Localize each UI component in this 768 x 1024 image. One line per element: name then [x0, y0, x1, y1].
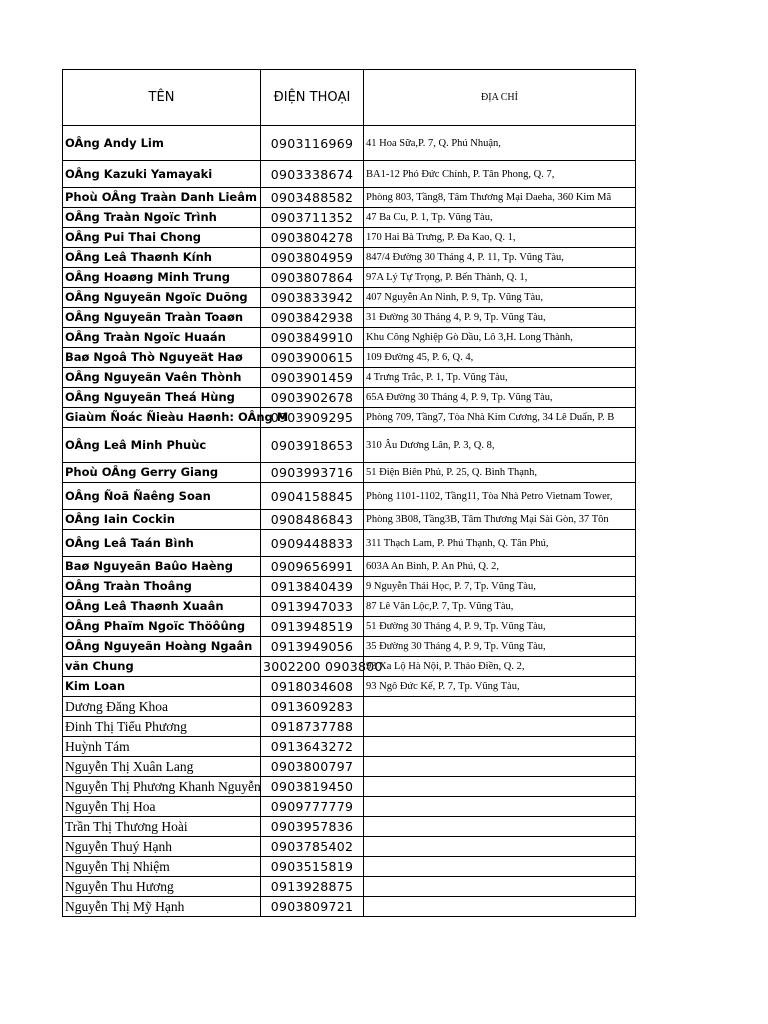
address-cell: [364, 817, 636, 837]
table-row: [63, 577, 636, 597]
phone-cell: 0909777779: [261, 797, 364, 817]
name-cell: Giaùm Ñoác Ñieàu Haønh: OÂng M: [63, 408, 261, 428]
phone-cell: 0913947033: [261, 597, 364, 617]
phone-cell: 0903993716: [261, 463, 364, 483]
name-cell: OÂng Andy Lim: [63, 126, 261, 161]
phone-cell: 0903800797: [261, 757, 364, 777]
address-cell: 93 Ngô Đức Kế, P. 7, Tp. Vũng Tàu,: [364, 677, 636, 697]
name-cell: OÂng Traàn Thoâng: [63, 577, 261, 597]
header-phone: ĐIỆN THOẠI: [261, 70, 364, 126]
name-cell: Kim Loan: [63, 677, 261, 697]
phone-cell: 0903804278: [261, 228, 364, 248]
table-row: [63, 408, 636, 428]
phone-cell: 0903116969: [261, 126, 364, 161]
phone-cell: 0903900615: [261, 348, 364, 368]
name-cell: OÂng Ñoã Ñaêng Soan: [63, 483, 261, 510]
table-row: [63, 597, 636, 617]
table-row: [63, 208, 636, 228]
name-cell: Baø Ngoâ Thò Nguyeät Haø: [63, 348, 261, 368]
name-cell: Huỳnh Tám: [63, 737, 261, 757]
table-row: [63, 817, 636, 837]
address-cell: [364, 877, 636, 897]
address-cell: 310 Âu Dương Lân, P. 3, Q. 8,: [364, 428, 636, 463]
phone-cell: 0913609283: [261, 697, 364, 717]
address-cell: 97A Lý Tự Trọng, P. Bến Thành, Q. 1,: [364, 268, 636, 288]
name-cell: Dương Đăng Khoa: [63, 697, 261, 717]
name-cell: OÂng Leâ Thaønh Xuaân: [63, 597, 261, 617]
phone-cell: 0903338674: [261, 161, 364, 188]
address-cell: [364, 697, 636, 717]
address-cell: [364, 797, 636, 817]
address-cell: 311 Thạch Lam, P. Phú Thạnh, Q. Tân Phú,: [364, 530, 636, 557]
contacts-table: [62, 69, 636, 917]
table-row: [63, 463, 636, 483]
address-cell: 51 Điện Biên Phủ, P. 25, Q. Bình Thạnh,: [364, 463, 636, 483]
name-cell: Baø Nguyeãn Baûo Haèng: [63, 557, 261, 577]
table-row: [63, 228, 636, 248]
phone-cell: 0903909295: [261, 408, 364, 428]
name-cell: OÂng Nguyeãn Theá Hùng: [63, 388, 261, 408]
name-cell: Đinh Thị Tiểu Phương: [63, 717, 261, 737]
table-row: [63, 857, 636, 877]
table-row: [63, 428, 636, 463]
table-row: [63, 837, 636, 857]
name-cell: OÂng Traàn Ngoïc Huaán: [63, 328, 261, 348]
phone-cell: 0903957836: [261, 817, 364, 837]
table-row: [63, 637, 636, 657]
name-cell: OÂng Pui Thai Chong: [63, 228, 261, 248]
address-cell: Phòng 803, Tầng8, Tâm Thương Mại Daeha, 360 Kim Mã: [364, 188, 636, 208]
table-row: [63, 328, 636, 348]
address-cell: [364, 837, 636, 857]
table-row: [63, 483, 636, 510]
address-cell: 87 Lê Văn Lộc,P. 7, Tp. Vũng Tàu,: [364, 597, 636, 617]
table-row: [63, 757, 636, 777]
address-cell: Phòng 709, Tầng7, Tòa Nhà Kim Cương, 34 Lê Duẩn, P. B: [364, 408, 636, 428]
address-cell: 4 Trưng Trắc, P. 1, Tp. Vũng Tàu,: [364, 368, 636, 388]
name-cell: Trần Thị Thương Hoài: [63, 817, 261, 837]
table-row: [63, 797, 636, 817]
phone-cell: 0913949056: [261, 637, 364, 657]
phone-cell: 0903819450: [261, 777, 364, 797]
address-cell: Khu Công Nghiệp Gò Dầu, Lô 3,H. Long Thành,: [364, 328, 636, 348]
phone-cell: 0903809721: [261, 897, 364, 917]
phone-cell: 0903833942: [261, 288, 364, 308]
table-row: [63, 288, 636, 308]
address-cell: 41 Hoa Sữa,P. 7, Q. Phú Nhuận,: [364, 126, 636, 161]
address-cell: [364, 757, 636, 777]
address-cell: 35 Đường 30 Tháng 4, P. 9, Tp. Vũng Tàu,: [364, 637, 636, 657]
table-row: [63, 877, 636, 897]
phone-cell: 0903918653: [261, 428, 364, 463]
table-row: [63, 268, 636, 288]
address-cell: [364, 777, 636, 797]
address-cell: 603A An Bình, P. An Phú, Q. 2,: [364, 557, 636, 577]
name-cell: OÂng Leâ Minh Phuùc: [63, 428, 261, 463]
phone-cell: 0904158845: [261, 483, 364, 510]
name-cell: Nguyễn Thị Nhiệm: [63, 857, 261, 877]
table-row: [63, 248, 636, 268]
table-row: [63, 737, 636, 757]
table-row: [63, 530, 636, 557]
name-cell: Nguyễn Thị Hoa: [63, 797, 261, 817]
phone-cell: 0913840439: [261, 577, 364, 597]
phone-cell: 0903901459: [261, 368, 364, 388]
address-cell: Phòng 1101-1102, Tầng11, Tòa Nhà Petro Vietnam Tower,: [364, 483, 636, 510]
name-cell: Nguyễn Thị Mỹ Hạnh: [63, 897, 261, 917]
name-cell: Phoù OÂng Gerry Giang: [63, 463, 261, 483]
address-cell: [364, 737, 636, 757]
phone-cell: 0903807864: [261, 268, 364, 288]
address-cell: 93 Xa Lộ Hà Nội, P. Thảo Điền, Q. 2,: [364, 657, 636, 677]
name-cell: OÂng Nguyeãn Ngoïc Duõng: [63, 288, 261, 308]
phone-cell: 0918034608: [261, 677, 364, 697]
name-cell: OÂng Nguyeãn Traàn Toaøn: [63, 308, 261, 328]
table-row: [63, 188, 636, 208]
phone-cell: 0918737788: [261, 717, 364, 737]
name-cell: OÂng Iain Cockin: [63, 510, 261, 530]
table-row: [63, 126, 636, 161]
phone-cell: 0913948519: [261, 617, 364, 637]
address-cell: 31 Đường 30 Tháng 4, P. 9, Tp. Vũng Tàu,: [364, 308, 636, 328]
name-cell: OÂng Nguyeãn Vaên Thònh: [63, 368, 261, 388]
phone-cell: 0909656991: [261, 557, 364, 577]
table-body: [63, 126, 636, 917]
table-row: [63, 388, 636, 408]
name-cell: OÂng Nguyeãn Hoàng Ngaân: [63, 637, 261, 657]
name-cell: Phoù OÂng Traàn Danh Lieâm: [63, 188, 261, 208]
phone-cell: 0903515819: [261, 857, 364, 877]
header-name: TÊN: [63, 70, 261, 126]
name-cell: Nguyễn Thị Xuân Lang: [63, 757, 261, 777]
address-cell: 65A Đường 30 Tháng 4, P. 9, Tp. Vũng Tàu,: [364, 388, 636, 408]
address-cell: 407 Nguyễn An Ninh, P. 9, Tp. Vũng Tàu,: [364, 288, 636, 308]
table-row: [63, 308, 636, 328]
header-row: [63, 70, 636, 126]
address-cell: [364, 897, 636, 917]
address-cell: 170 Hai Bà Trưng, P. Đa Kao, Q. 1,: [364, 228, 636, 248]
address-cell: [364, 717, 636, 737]
name-cell: OÂng Hoaøng Minh Trung: [63, 268, 261, 288]
phone-cell: 0903902678: [261, 388, 364, 408]
address-cell: [364, 857, 636, 877]
phone-cell: 0903711352: [261, 208, 364, 228]
table-row: [63, 677, 636, 697]
phone-cell: 0908486843: [261, 510, 364, 530]
phone-cell: 0909448833: [261, 530, 364, 557]
phone-cell: 0903804959: [261, 248, 364, 268]
address-cell: Phòng 3B08, Tầng3B, Tâm Thương Mại Sài Gòn, 37 Tôn: [364, 510, 636, 530]
name-cell: OÂng Traàn Ngoïc Trình: [63, 208, 261, 228]
phone-cell: 0903842938: [261, 308, 364, 328]
address-cell: 51 Đường 30 Tháng 4, P. 9, Tp. Vũng Tàu,: [364, 617, 636, 637]
table-row: [63, 617, 636, 637]
table-row: [63, 510, 636, 530]
table-row: [63, 161, 636, 188]
phone-cell: 3002200 0903800: [261, 657, 364, 677]
phone-cell: 0903785402: [261, 837, 364, 857]
phone-cell: 0903849910: [261, 328, 364, 348]
header-address: ĐỊA CHỈ: [364, 70, 636, 126]
phone-cell: 0903488582: [261, 188, 364, 208]
name-cell: OÂng Kazuki Yamayaki: [63, 161, 261, 188]
address-cell: BA1-12 Phó Đức Chính, P. Tân Phong, Q. 7,: [364, 161, 636, 188]
name-cell: văn Chung: [63, 657, 261, 677]
name-cell: OÂng Leâ Taán Bình: [63, 530, 261, 557]
address-cell: 9 Nguyễn Thái Học, P. 7, Tp. Vũng Tàu,: [364, 577, 636, 597]
address-cell: 109 Đường 45, P. 6, Q. 4,: [364, 348, 636, 368]
table-row: [63, 897, 636, 917]
name-cell: Nguyễn Thuý Hạnh: [63, 837, 261, 857]
name-cell: OÂng Leâ Thaønh Kính: [63, 248, 261, 268]
name-cell: Nguyễn Thị Phương Khanh Nguyễn: [63, 777, 261, 797]
table-row: [63, 717, 636, 737]
phone-cell: 0913928875: [261, 877, 364, 897]
table-row: [63, 348, 636, 368]
name-cell: Nguyễn Thu Hương: [63, 877, 261, 897]
table-row: [63, 777, 636, 797]
address-cell: 47 Ba Cu, P. 1, Tp. Vũng Tàu,: [364, 208, 636, 228]
name-cell: OÂng Phaïm Ngoïc Thöôûng: [63, 617, 261, 637]
address-cell: 847/4 Đường 30 Tháng 4, P. 11, Tp. Vũng Tàu,: [364, 248, 636, 268]
table-row: [63, 697, 636, 717]
table-row: [63, 657, 636, 677]
table-row: [63, 557, 636, 577]
phone-cell: 0913643272: [261, 737, 364, 757]
table-row: [63, 368, 636, 388]
